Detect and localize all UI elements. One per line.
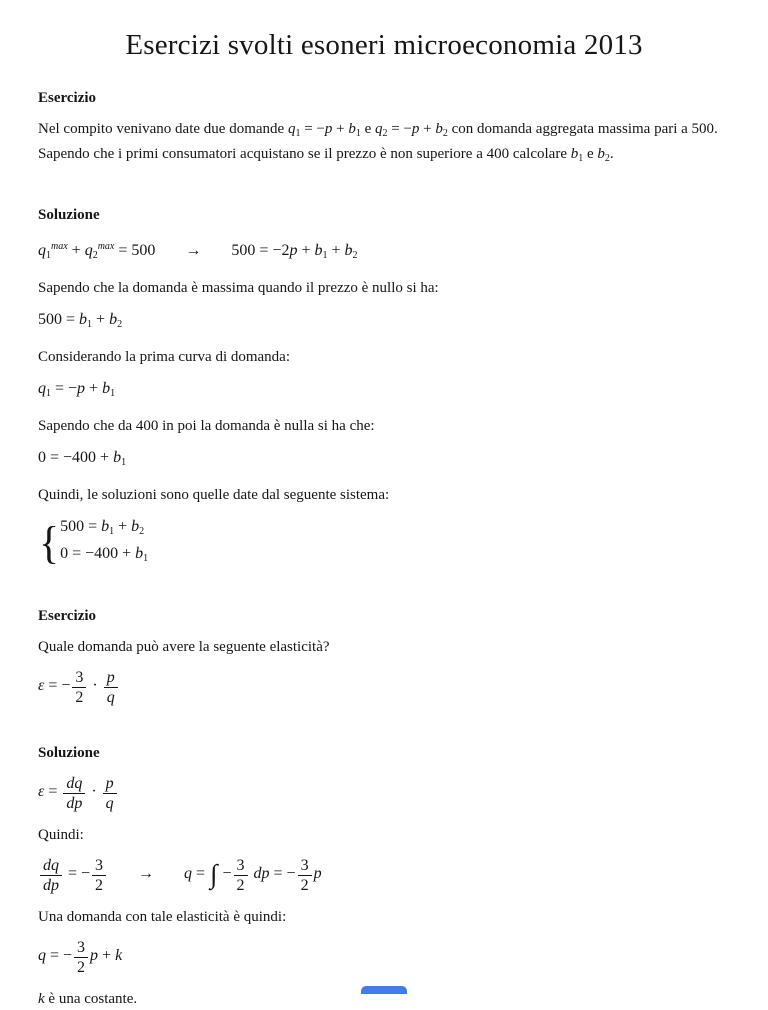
fraction-numerator (104, 668, 118, 688)
fraction-denominator (234, 876, 248, 895)
math-subscript: 1 (322, 250, 328, 261)
math-text: − (218, 865, 232, 882)
math-variable: q (84, 242, 93, 259)
math-text: 500 = (38, 311, 80, 328)
math-subscript: 1 (143, 553, 149, 564)
math-text: 3 (75, 669, 84, 686)
math-variable: dq (43, 857, 59, 874)
math-variable: b (570, 146, 579, 162)
math-subscript: 2 (139, 526, 145, 537)
math-variable: p (411, 121, 420, 137)
arrow-icon: → (138, 865, 155, 882)
math-text: + (98, 947, 116, 964)
paragraph: Quale domanda può avere la seguente elasticità? (38, 639, 330, 655)
math-text: + (114, 518, 132, 535)
math-fraction (40, 856, 62, 895)
fraction-denominator (74, 958, 88, 977)
fraction-numerator (72, 668, 86, 688)
math-text: = − (51, 380, 78, 397)
math-variable: k (38, 991, 45, 1007)
math-variable: p (105, 775, 114, 792)
math-text: e (360, 121, 375, 137)
math-variable: ε (38, 783, 45, 800)
math-fraction (298, 856, 312, 895)
math-variable: p (289, 242, 298, 259)
math-variable: b (79, 311, 88, 328)
fraction-denominator (104, 688, 118, 707)
math-subscript: 2 (442, 128, 448, 139)
math-fraction (74, 938, 88, 977)
fraction-denominator (40, 876, 62, 895)
math-variable: dq (66, 775, 83, 792)
math-superscript: max (51, 241, 68, 252)
math-variable: q (287, 121, 296, 137)
math-variable: p (324, 121, 333, 137)
math-subscript: 2 (92, 250, 98, 261)
math-subscript: 1 (46, 250, 51, 261)
math-text: = (192, 865, 210, 882)
math-fraction (63, 774, 85, 813)
system-line (60, 516, 148, 543)
math-variable: dp (249, 865, 270, 882)
math-text: · (88, 677, 102, 694)
equation (38, 774, 730, 813)
math-text: 2 (300, 877, 309, 894)
math-variable: q (105, 795, 114, 812)
math-variable: b (348, 121, 356, 137)
fraction-numerator (234, 856, 248, 876)
math-subscript: 1 (109, 526, 115, 537)
integral-icon: ∫ (210, 859, 218, 889)
math-variable: q (38, 380, 46, 397)
fraction-numerator (92, 856, 106, 876)
math-subscript: 1 (110, 388, 116, 399)
studocu-logo-fragment (361, 986, 407, 994)
arrow-icon: → (185, 242, 202, 259)
math-fraction (92, 856, 106, 895)
math-variable: b (131, 518, 140, 535)
math-variable: b (109, 311, 118, 328)
math-text: = − (46, 947, 73, 964)
math-text: 2 (236, 877, 245, 894)
math-text: 3 (300, 857, 309, 874)
math-text: 0 = −400 + (38, 449, 114, 466)
math-text: + (85, 380, 103, 397)
math-text: + (92, 311, 110, 328)
math-variable: p (106, 669, 115, 686)
equation (38, 856, 730, 895)
equation (38, 447, 730, 473)
math-variable: dp (66, 795, 83, 812)
math-variable: q (38, 947, 46, 964)
page-title: Esercizi svolti esoneri microeconomia 2013 (125, 29, 643, 61)
math-variable: ε (38, 677, 45, 694)
math-text: + (419, 121, 436, 137)
math-variable: q (375, 121, 383, 137)
math-text: è una costante. (44, 991, 138, 1007)
fraction-denominator (72, 688, 86, 707)
fraction-denominator (92, 876, 106, 895)
math-text: 2 (77, 959, 86, 976)
math-fraction (72, 668, 86, 707)
math-fraction (103, 774, 117, 813)
paragraph: Sapendo che la domanda è massima quando il prezzo è nullo si ha: (38, 280, 439, 296)
equation (38, 236, 730, 266)
math-subscript: 2 (604, 153, 610, 164)
math-text: = (44, 783, 62, 800)
math-subscript: 1 (578, 153, 584, 164)
equation (38, 668, 730, 707)
math-text: = − (269, 865, 296, 882)
paragraph (38, 119, 730, 169)
math-variable: b (135, 545, 144, 562)
math-variable: k (115, 947, 123, 964)
math-variable: b (314, 242, 323, 259)
equation-system (38, 516, 730, 570)
section-heading: Esercizio (38, 90, 97, 106)
math-variable: p (90, 947, 99, 964)
math-subscript: 2 (117, 319, 123, 330)
equation (38, 309, 730, 335)
math-variable: b (344, 242, 353, 259)
math-variable: b (597, 146, 605, 162)
document-body (38, 88, 730, 1010)
math-subscript: 1 (87, 319, 93, 330)
math-text: 2 (95, 877, 104, 894)
fraction-numerator (298, 856, 312, 876)
fraction-numerator (63, 774, 85, 794)
math-text: e (583, 146, 598, 162)
paragraph: Considerando la prima curva di domanda: (38, 349, 291, 365)
equation (38, 378, 730, 404)
fraction-denominator (298, 876, 312, 895)
section-heading: Soluzione (38, 745, 100, 761)
math-text: + (297, 242, 315, 259)
math-variable: dp (43, 877, 59, 894)
equation (38, 938, 730, 977)
paragraph: Quindi: (38, 827, 84, 843)
math-text: 3 (77, 939, 86, 956)
math-text: . (609, 146, 614, 162)
math-text: = − (64, 865, 91, 882)
fraction-denominator (103, 794, 117, 813)
math-text: + (327, 242, 345, 259)
math-fraction (234, 856, 248, 895)
system-line (60, 543, 148, 570)
math-superscript: max (97, 241, 115, 252)
math-subscript: 1 (295, 128, 301, 139)
math-text: 3 (236, 857, 245, 874)
paragraph: Quindi, le soluzioni sono quelle date dal seguente sistema: (38, 487, 390, 503)
math-subscript: 1 (121, 457, 127, 468)
math-variable: q (184, 865, 193, 882)
math-text: con domanda aggregata massima pari a 500. Sapendo che i primi consumatori acquistano se il prezzo è non superiore a 400 calcolare (38, 121, 718, 162)
math-variable: b (435, 121, 443, 137)
system-brace: { (39, 517, 59, 569)
fraction-numerator (103, 774, 117, 794)
math-text: = − (300, 121, 325, 137)
math-text: 0 = −400 + (60, 545, 136, 562)
math-text: + (332, 121, 349, 137)
math-variable: b (101, 518, 110, 535)
math-variable: p (77, 380, 86, 397)
fraction-denominator (63, 794, 85, 813)
section-heading: Esercizio (38, 608, 97, 624)
section-heading: Soluzione (38, 207, 100, 223)
math-subscript: 1 (46, 388, 51, 399)
math-text: 500 = −2 (231, 242, 290, 259)
math-variable: p (313, 865, 322, 882)
math-subscript: 1 (355, 128, 361, 139)
math-variable: q (106, 689, 115, 706)
math-text: = − (387, 121, 412, 137)
paragraph: Una domanda con tale elasticità è quindi: (38, 909, 287, 925)
math-text: 3 (95, 857, 104, 874)
math-text: 2 (75, 689, 84, 706)
math-text: 500 = (60, 518, 102, 535)
math-variable: b (113, 449, 122, 466)
math-text: · (87, 783, 101, 800)
fraction-numerator (74, 938, 88, 958)
paragraph: Sapendo che da 400 in poi la domanda è nulla si ha che: (38, 418, 375, 434)
math-subscript: 2 (352, 250, 358, 261)
math-text: = − (44, 677, 71, 694)
math-text: = 500 (114, 242, 156, 259)
fraction-numerator (40, 856, 62, 876)
math-subscript: 2 (382, 128, 388, 139)
math-fraction (104, 668, 118, 707)
math-variable: b (102, 380, 111, 397)
math-text: + (67, 242, 85, 259)
math-variable: q (38, 242, 46, 259)
math-text: Nel compito venivano date due domande (38, 121, 288, 137)
